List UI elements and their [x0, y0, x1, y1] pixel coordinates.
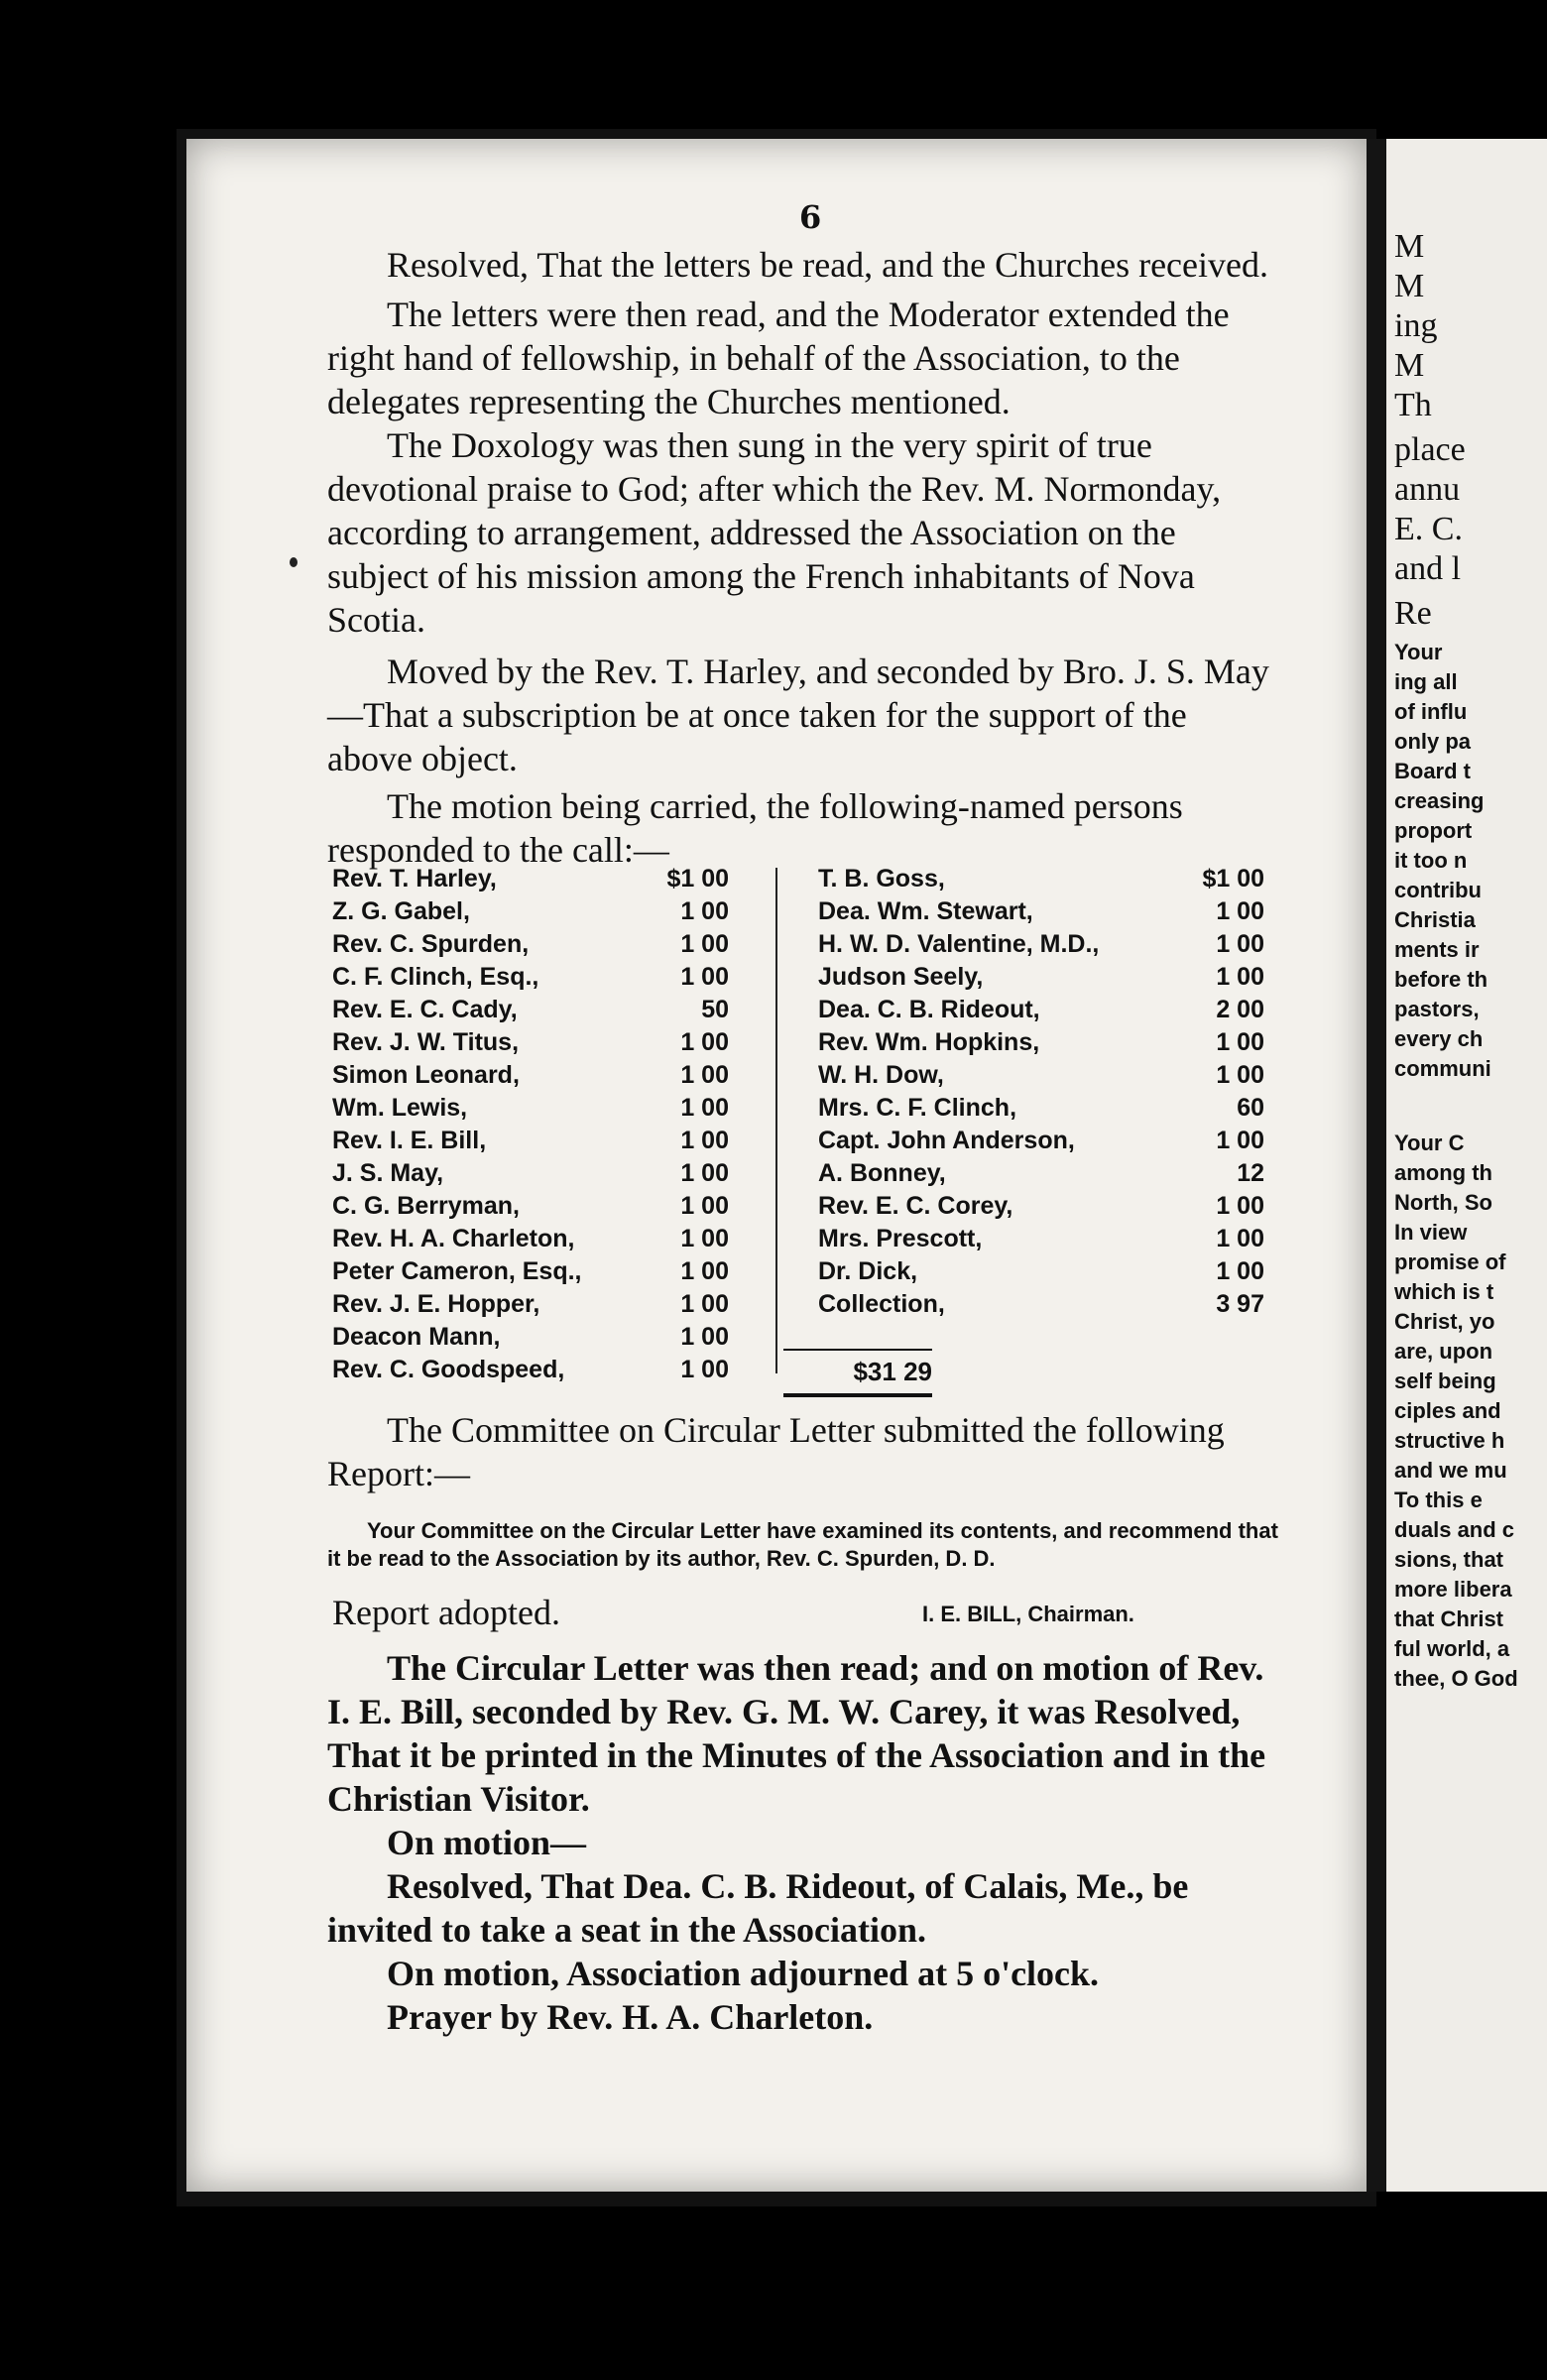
subscription-motion-paragraph: Moved by the Rev. T. Harley, and seconded by Bro. J. S. May—That a subscription be at once taken for the support of the above object. — [327, 652, 1269, 778]
subscription-amount: 1 00 — [680, 1225, 729, 1252]
subscription-row — [332, 1125, 729, 1157]
right-page-text: communi — [1394, 1056, 1491, 1081]
subscriber-name: Rev. I. E. Bill, — [332, 1127, 487, 1154]
right-page-text: ments ir — [1394, 937, 1480, 962]
right-page-text: sions, that — [1394, 1547, 1504, 1572]
bottom-text-block — [327, 1646, 1279, 2039]
right-page-text: ing — [1394, 307, 1438, 344]
subscription-column-right — [818, 863, 1264, 1321]
subscriber-name: J. S. May, — [332, 1159, 444, 1187]
committee-report: Your Committee on the Circular Letter have examined its contents, and recommend that it be read to the Association by its author, Rev. C. Spurden, D. D. — [327, 1518, 1278, 1571]
subscription-amount: 12 — [1237, 1159, 1264, 1187]
subscription-row — [818, 895, 1264, 928]
subscription-amount: 1 00 — [1216, 1127, 1264, 1154]
right-page-text: creasing — [1394, 788, 1485, 813]
subscription-amount: 1 00 — [680, 930, 729, 958]
right-page-text: Christia — [1394, 907, 1476, 932]
subscriber-name: Rev. J. W. Titus, — [332, 1028, 520, 1056]
subscriber-name: Rev. E. C. Cady, — [332, 996, 518, 1023]
subscription-amount: 1 00 — [680, 1290, 729, 1318]
subscriber-name: Rev. C. Goodspeed, — [332, 1356, 565, 1383]
subscription-amount: 1 00 — [680, 897, 729, 925]
subscription-total: $31 29 — [853, 1357, 932, 1386]
subscriber-name: Rev. J. E. Hopper, — [332, 1290, 540, 1318]
subscriber-name: Rev. C. Spurden, — [332, 930, 530, 958]
subscriber-name: T. B. Goss, — [818, 865, 945, 892]
subscription-amount: $1 00 — [666, 865, 729, 892]
subscriber-name: Rev. Wm. Hopkins, — [818, 1028, 1040, 1056]
top-text-block — [327, 243, 1279, 872]
subscription-amount: $1 00 — [1202, 865, 1264, 892]
report-adopted: Report adopted. — [332, 1593, 560, 1632]
subscriber-name: Peter Cameron, Esq., — [332, 1257, 582, 1285]
subscription-amount: 1 00 — [1216, 897, 1264, 925]
prayer-line: Prayer by Rev. H. A. Charleton. — [387, 1997, 874, 2037]
subscription-row — [818, 928, 1264, 961]
right-page-text: M — [1394, 268, 1425, 304]
subscription-amount: 1 00 — [680, 1192, 729, 1220]
subscription-amount: 1 00 — [1216, 1257, 1264, 1285]
subscriber-name: Collection, — [818, 1290, 945, 1318]
subscription-amount: 1 00 — [680, 1127, 729, 1154]
subscription-row — [332, 1223, 729, 1255]
subscription-column-left — [332, 863, 729, 1386]
adjourned-line: On motion, Association adjourned at 5 o'clock. — [387, 1954, 1100, 1993]
responded-paragraph: The motion being carried, the following-named persons responded to the call:— — [327, 786, 1183, 870]
right-page-text: ful world, a — [1394, 1636, 1510, 1661]
right-page-text: that Christ — [1394, 1606, 1503, 1631]
right-page-text: which is t — [1394, 1279, 1494, 1304]
subscription-row — [332, 1092, 729, 1125]
subscription-amount: 1 00 — [1216, 1028, 1264, 1056]
subscriber-name: C. G. Berryman, — [332, 1192, 520, 1220]
right-page-text: North, So — [1394, 1190, 1492, 1215]
right-page-text: among th — [1394, 1160, 1492, 1185]
right-page-text: ciples and — [1394, 1398, 1501, 1423]
total-rule — [783, 1349, 932, 1351]
right-page-text: To this e — [1394, 1488, 1483, 1512]
subscription-row — [332, 994, 729, 1026]
subscription-amount: 1 00 — [1216, 1061, 1264, 1089]
right-page-fragment — [1386, 139, 1547, 2192]
right-page-text: pastors, — [1394, 997, 1480, 1021]
subscription-row — [332, 1288, 729, 1321]
subscription-row — [332, 895, 729, 928]
subscriber-name: Dea. C. B. Rideout, — [818, 996, 1040, 1023]
subscription-amount: 1 00 — [680, 1094, 729, 1122]
right-page-text: Christ, yo — [1394, 1309, 1495, 1334]
right-page-text: In view — [1394, 1220, 1468, 1245]
right-page-text: of influ — [1394, 699, 1468, 724]
subscription-amount: 1 00 — [680, 1323, 729, 1351]
subscription-amount: 1 00 — [1216, 930, 1264, 958]
right-page-text: ing all — [1394, 669, 1458, 694]
subscriber-name: A. Bonney, — [818, 1159, 946, 1187]
subscriber-name: C. F. Clinch, Esq., — [332, 963, 539, 991]
resolved-letters-paragraph: Resolved, That the letters be read, and the Churches received. — [387, 245, 1268, 285]
subscription-row — [332, 863, 729, 895]
doxology-paragraph: The Doxology was then sung in the very spirit of true devotional praise to God; after which the Rev. M. Normonday, according to arrangement, addressed the Association on the subject of his mission among the French inhabitants of Nova Scotia. — [327, 425, 1222, 640]
subscriber-name: W. H. Dow, — [818, 1061, 944, 1089]
subscriber-name: Deacon Mann, — [332, 1323, 501, 1351]
subscription-row — [332, 1190, 729, 1223]
margin-mark — [290, 557, 298, 567]
subscription-row — [818, 961, 1264, 994]
subscription-amount: 1 00 — [1216, 1225, 1264, 1252]
subscription-amount: 1 00 — [680, 1257, 729, 1285]
subscription-row — [818, 1059, 1264, 1092]
column-divider — [775, 868, 777, 1373]
right-page-text: Th — [1394, 387, 1432, 423]
subscriber-name: Rev. H. A. Charleton, — [332, 1225, 575, 1252]
subscriber-name: Simon Leonard, — [332, 1061, 520, 1089]
subscription-row — [818, 1125, 1264, 1157]
resolved-rideout-paragraph: Resolved, That Dea. C. B. Rideout, of Calais, Me., be invited to take a seat in the Association. — [327, 1866, 1189, 1950]
right-page-text: Board t — [1394, 759, 1471, 783]
subscription-row — [818, 994, 1264, 1026]
right-page-text: duals and c — [1394, 1517, 1515, 1542]
on-motion-line: On motion— — [387, 1823, 587, 1862]
subscription-row — [818, 1157, 1264, 1190]
subscription-amount: 1 00 — [1216, 963, 1264, 991]
right-page-text: more libera — [1394, 1577, 1512, 1602]
subscriber-name: Dea. Wm. Stewart, — [818, 897, 1033, 925]
right-page-text: are, upon — [1394, 1339, 1493, 1364]
subscription-amount: 1 00 — [680, 963, 729, 991]
right-page-text: only pa — [1394, 729, 1472, 754]
right-page-text: proport — [1394, 818, 1473, 843]
subscription-row — [332, 1321, 729, 1354]
right-page-text: Re — [1394, 595, 1432, 632]
subscription-row — [818, 1223, 1264, 1255]
right-page-text: E. C. — [1394, 511, 1463, 547]
chairman-signature: I. E. BILL, Chairman. — [922, 1602, 1134, 1626]
subscriber-name: Rev. T. Harley, — [332, 865, 497, 892]
committee-intro: The Committee on Circular Letter submitted the following Report:— — [327, 1410, 1225, 1493]
right-page-text: structive h — [1394, 1428, 1505, 1453]
subscription-row — [332, 1059, 729, 1092]
right-page-text: promise of — [1394, 1250, 1506, 1274]
subscription-row — [332, 928, 729, 961]
subscription-amount: 1 00 — [1216, 1192, 1264, 1220]
subscriber-name: Judson Seely, — [818, 963, 984, 991]
subscriber-name: Wm. Lewis, — [332, 1094, 468, 1122]
right-page-text: self being — [1394, 1368, 1496, 1393]
subscription-row — [818, 1288, 1264, 1321]
subscription-amount: 1 00 — [680, 1356, 729, 1383]
subscriber-name: Z. G. Gabel, — [332, 897, 470, 925]
book-gutter — [1367, 139, 1386, 2192]
subscription-amount: 1 00 — [680, 1159, 729, 1187]
subscription-amount: 60 — [1237, 1094, 1264, 1122]
subscription-row — [818, 1026, 1264, 1059]
right-page-text: every ch — [1394, 1026, 1484, 1051]
subscription-row — [332, 961, 729, 994]
subscription-row — [332, 1157, 729, 1190]
subscription-amount: 1 00 — [680, 1028, 729, 1056]
subscriber-name: H. W. D. Valentine, M.D., — [818, 930, 1100, 958]
right-page-text: annu — [1394, 471, 1461, 508]
subscription-amount: 2 00 — [1216, 996, 1264, 1023]
right-page-text: and we mu — [1394, 1458, 1507, 1483]
subscription-amount: 3 97 — [1216, 1290, 1264, 1318]
page-number: 6 — [799, 198, 822, 236]
subscriber-name: Mrs. Prescott, — [818, 1225, 983, 1252]
subscription-row — [332, 1026, 729, 1059]
subscription-amount: 1 00 — [680, 1061, 729, 1089]
right-page-text: Your — [1394, 640, 1443, 664]
subscription-amount: 50 — [701, 996, 729, 1023]
right-page-text: place — [1394, 431, 1466, 468]
subscription-row — [818, 1092, 1264, 1125]
subscriber-name: Mrs. C. F. Clinch, — [818, 1094, 1017, 1122]
right-page-text: it too n — [1394, 848, 1468, 873]
right-page-text: and l — [1394, 550, 1462, 587]
subscriber-name: Rev. E. C. Corey, — [818, 1192, 1013, 1220]
subscription-row — [818, 1190, 1264, 1223]
right-page-text: M — [1394, 347, 1425, 384]
subscriber-name: Dr. Dick, — [818, 1257, 918, 1285]
subscription-row — [818, 863, 1264, 895]
committee-block — [327, 1408, 1279, 1573]
subscription-list — [332, 863, 1264, 1383]
right-page-text: M — [1394, 228, 1425, 265]
right-page-text: contribu — [1394, 878, 1482, 902]
letters-read-paragraph: The letters were then read, and the Moderator extended the right hand of fellowship, in behalf of the Association, to the delegates representing the Churches mentioned. — [327, 295, 1230, 421]
subscription-row — [332, 1354, 729, 1386]
subscriber-name: Capt. John Anderson, — [818, 1127, 1075, 1154]
total-double-rule — [783, 1393, 932, 1397]
right-page-text: before th — [1394, 967, 1488, 992]
circular-letter-paragraph: The Circular Letter was then read; and on motion of Rev. I. E. Bill, seconded by Rev. G. M. W. Carey, it was Resolved, That it be printed in the Minutes of the Association and in the Christian Visitor. — [327, 1648, 1266, 1819]
subscription-row — [818, 1255, 1264, 1288]
right-page-text: thee, O God — [1394, 1666, 1518, 1691]
subscription-row — [332, 1255, 729, 1288]
right-page-text: Your C — [1394, 1130, 1465, 1155]
